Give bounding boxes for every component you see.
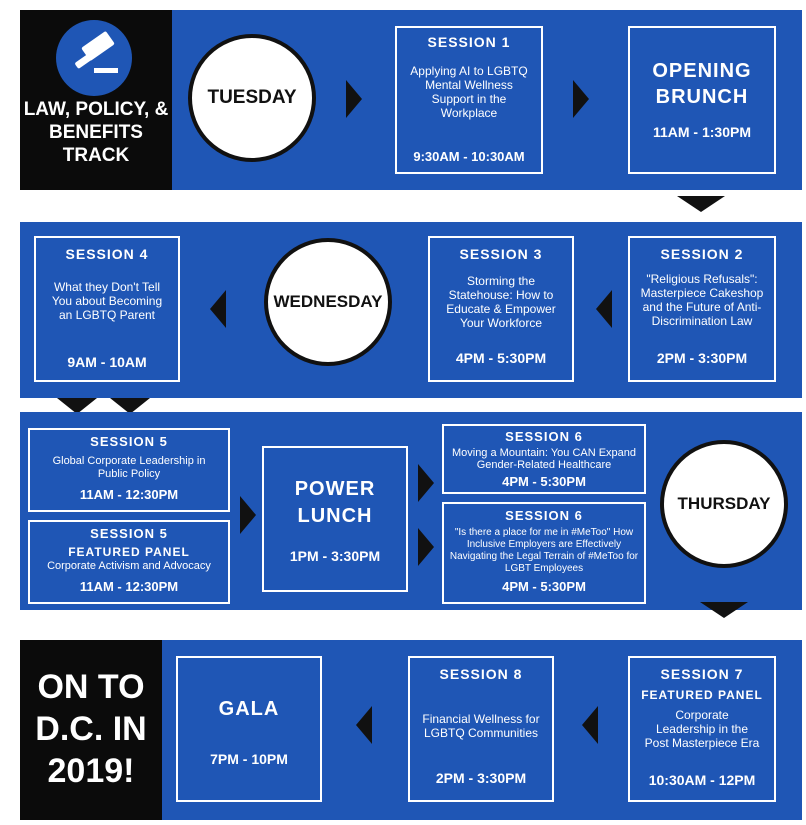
closing-message: ON TO D.C. IN 2019! xyxy=(35,668,147,790)
session2-desc: "Religious Refusals": Masterpiece Cakeshop and the Future of Anti-Discrimination Law xyxy=(640,272,764,328)
session7-time: 10:30AM - 12PM xyxy=(648,772,756,788)
arrow-right-icon xyxy=(573,80,589,118)
session5b-box xyxy=(28,520,230,604)
session6a-time: 4PM - 5:30PM xyxy=(502,474,586,489)
arrow-left-icon xyxy=(596,290,612,328)
arrow-left-icon xyxy=(356,706,372,744)
arrow-right-icon xyxy=(240,496,256,534)
session1-desc: Applying AI to LGBTQ Mental Wellness Support in the Workplace xyxy=(410,64,528,120)
session6b-desc: "Is there a place for me in #MeToo" How Inclusive Employers are Effectively Navigating the Legal Terrain of #MeToo for LGBT Employees xyxy=(449,527,639,574)
arrow-left-icon xyxy=(210,290,226,328)
arrow-down-icon xyxy=(700,602,748,618)
session8-title: SESSION 8 xyxy=(439,666,523,682)
opening-brunch-box xyxy=(628,26,776,174)
day-circle-tuesday xyxy=(188,34,316,162)
session5b-subtitle: FEATURED PANEL xyxy=(68,545,190,559)
session4-title: SESSION 4 xyxy=(65,246,149,262)
power-lunch-box xyxy=(262,446,408,592)
session4-box xyxy=(34,236,180,382)
session5a-desc: Global Corporate Leadership in Public Policy xyxy=(52,455,206,480)
session2-title: SESSION 2 xyxy=(660,246,744,262)
session5b-time: 11AM - 12:30PM xyxy=(79,579,179,594)
day-circle-wednesday xyxy=(264,238,392,366)
session6a-title: SESSION 6 xyxy=(505,429,583,444)
gala-box xyxy=(176,656,322,802)
session1-time: 9:30AM - 10:30AM xyxy=(413,149,525,164)
day-label-tuesday: TUESDAY xyxy=(207,87,297,108)
opening-brunch-title: OPENING BRUNCH xyxy=(652,60,752,108)
session4-time: 9AM - 10AM xyxy=(67,354,147,370)
arrow-right-icon xyxy=(418,464,434,502)
session7-title: SESSION 7 xyxy=(660,666,744,682)
gala-time: 7PM - 10PM xyxy=(210,751,288,767)
session2-box xyxy=(628,236,776,382)
day-circle-thursday xyxy=(660,440,788,568)
session3-box xyxy=(428,236,574,382)
session6a-desc: Moving a Mountain: You CAN Expand Gender-Related Healthcare xyxy=(451,447,637,471)
session8-box xyxy=(408,656,554,802)
arrow-right-icon xyxy=(346,80,362,118)
session5a-box xyxy=(28,428,230,512)
session7-desc: Corporate Leadership in the Post Masterpiece Era xyxy=(644,708,760,750)
session1-box xyxy=(395,26,543,174)
session6a-box xyxy=(442,424,646,494)
session6b-box xyxy=(442,502,646,604)
session5b-desc: Corporate Activism and Advocacy xyxy=(47,560,211,572)
session3-desc: Storming the Statehouse: How to Educate & Empower Your Workforce xyxy=(446,274,556,330)
power-lunch-time: 1PM - 3:30PM xyxy=(289,548,381,564)
day-label-thursday: THURSDAY xyxy=(677,494,771,513)
opening-brunch-time: 11AM - 1:30PM xyxy=(652,124,752,140)
session4-desc: What they Don't Tell You about Becoming an LGBTQ Parent xyxy=(51,280,163,322)
session2-time: 2PM - 3:30PM xyxy=(656,350,748,366)
arrow-left-icon xyxy=(582,706,598,744)
track-title: LAW, POLICY, & BENEFITS TRACK xyxy=(23,99,169,166)
arrow-down-icon xyxy=(677,196,725,212)
power-lunch-title: POWER LUNCH xyxy=(294,478,376,527)
gala-title: GALA xyxy=(218,698,280,720)
session7-subtitle: FEATURED PANEL xyxy=(641,688,763,702)
session1-title: SESSION 1 xyxy=(427,34,511,50)
session6b-time: 4PM - 5:30PM xyxy=(502,579,586,594)
session6b-title: SESSION 6 xyxy=(505,508,583,523)
session7-box xyxy=(628,656,776,802)
arrow-right-icon xyxy=(418,528,434,566)
session5a-time: 11AM - 12:30PM xyxy=(79,487,179,502)
session8-time: 2PM - 3:30PM xyxy=(435,770,527,786)
session5a-title: SESSION 5 xyxy=(90,434,168,449)
session8-desc: Financial Wellness for LGBTQ Communities xyxy=(422,712,540,740)
session3-time: 4PM - 5:30PM xyxy=(455,350,547,366)
day-label-wednesday: WEDNESDAY xyxy=(273,292,383,311)
session3-title: SESSION 3 xyxy=(459,246,543,262)
gavel-icon xyxy=(56,20,132,96)
session5b-title: SESSION 5 xyxy=(90,526,168,541)
